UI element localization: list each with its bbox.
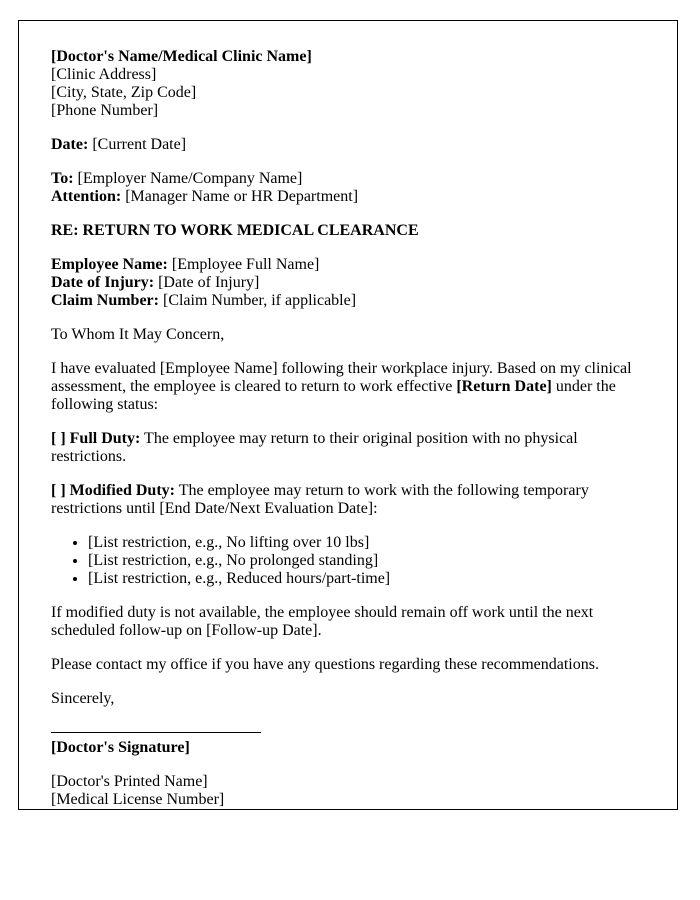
evaluation-paragraph	[51, 360, 645, 414]
injury-date-label: Date of Injury:	[51, 274, 155, 291]
printed-name: [Doctor's Printed Name]	[51, 773, 208, 790]
fallback-text: If modified duty is not available, the employee should remain off work until the next scheduled follow-up on [Follow-up Date].	[51, 604, 594, 639]
printed-name-block	[51, 773, 645, 809]
recipient-block	[51, 170, 645, 206]
salutation-block	[51, 326, 645, 344]
employee-name-line	[51, 256, 645, 274]
date-value: [Current Date]	[92, 136, 187, 153]
letter-template	[18, 20, 678, 810]
employee-name-value: [Employee Full Name]	[171, 256, 320, 273]
modified-duty-paragraph	[51, 482, 645, 518]
fallback-paragraph	[51, 604, 645, 640]
clinic-name: [Doctor's Name/Medical Clinic Name]	[51, 48, 312, 65]
to-value: [Employer Name/Company Name]	[77, 170, 303, 187]
modified-duty-text	[51, 482, 645, 518]
injury-date-value: [Date of Injury]	[158, 274, 260, 291]
employee-name-label: Employee Name:	[51, 256, 168, 273]
to-label: To:	[51, 170, 74, 187]
signature-block	[51, 732, 645, 757]
full-duty-checkbox-label: [ ] Full Duty:	[51, 430, 141, 447]
attention-value: [Manager Name or HR Department]	[125, 188, 359, 205]
evaluation-part2: under the following status:	[51, 378, 616, 413]
signature-line	[51, 732, 261, 733]
subject-line: RE: RETURN TO WORK MEDICAL CLEARANCE	[51, 222, 419, 239]
clinic-phone: [Phone Number]	[51, 102, 159, 119]
date-block	[51, 136, 645, 154]
clinic-city-state-zip: [City, State, Zip Code]	[51, 84, 197, 101]
claim-number-line	[51, 292, 645, 310]
contact-paragraph	[51, 656, 645, 674]
restriction-item: • [List restriction, e.g., No lifting over 10 lbs]	[88, 534, 645, 552]
restrictions-list	[51, 534, 645, 588]
signature-label: [Doctor's Signature]	[51, 739, 190, 756]
modified-duty-description: The employee may return to work with the following temporary restrictions until [End Date/Next Evaluation Date]:	[51, 482, 589, 517]
closing-text: Sincerely,	[51, 690, 115, 707]
salutation: To Whom It May Concern,	[51, 326, 225, 343]
evaluation-part1: I have evaluated [Employee Name] following their workplace injury. Based on my clinical assessment, the employee is cleared to return to work effective	[51, 360, 632, 395]
letterhead	[51, 48, 645, 120]
full-duty-description: The employee may return to their original position with no physical restrictions.	[51, 430, 578, 465]
license-number: [Medical License Number]	[51, 791, 225, 808]
attention-label: Attention:	[51, 188, 122, 205]
clinic-address: [Clinic Address]	[51, 66, 157, 83]
full-duty-text	[51, 430, 645, 466]
closing-block	[51, 690, 645, 708]
restriction-item: • [List restriction, e.g., No prolonged standing]	[88, 552, 645, 570]
restriction-item: • [List restriction, e.g., Reduced hours/part-time]	[88, 570, 645, 588]
injury-date-line	[51, 274, 645, 292]
claim-number-label: Claim Number:	[51, 292, 159, 309]
contact-text: Please contact my office if you have any questions regarding these recommendations.	[51, 656, 599, 673]
attention-line	[51, 188, 645, 206]
date-line	[51, 136, 645, 154]
claim-number-value: [Claim Number, if applicable]	[162, 292, 357, 309]
employee-info-block	[51, 256, 645, 310]
subject-block	[51, 222, 645, 240]
date-label: Date:	[51, 136, 89, 153]
return-date: [Return Date]	[456, 378, 552, 395]
modified-duty-checkbox-label: [ ] Modified Duty:	[51, 482, 175, 499]
full-duty-paragraph	[51, 430, 645, 466]
to-line	[51, 170, 645, 188]
evaluation-text	[51, 360, 645, 414]
